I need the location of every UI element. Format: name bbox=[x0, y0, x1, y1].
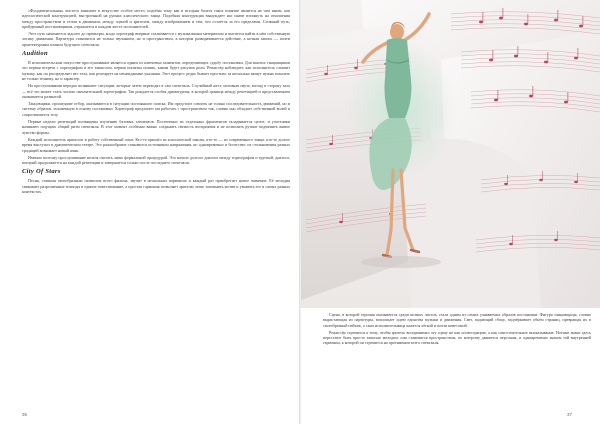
paragraph: «Фундаментальная» чистота занимает в искусстве особое место, подобно тому как в истории балета такое понятие является не чем иным, как идеологической конструкцией, выстроенной на руинах классического танца. Подобная конструкция вынуждает нас иначе взглянуть на отношения между пространством и телом в движении, между сценой и зрителем, между изображением и тем, что остаётся за его пределами. Сложный путь, пройденный постановщиком, отражается в каждом жесте исполнителей. bbox=[22, 8, 290, 29]
paragraph: Режиссёр стремился к тому, чтобы зритель воспринимал эту сцену не как иллюстрацию, а как самостоятельное высказывание. Нотные знаки здесь перестают быть просто записью мелодии: они становятся пространством, по которому движется персонаж, и одновременно знаком той внутренней гармонии, к которой он стремится на протяжении всего спектакля. bbox=[323, 329, 591, 346]
section-heading-city-of-stars: City Of Stars bbox=[22, 168, 61, 176]
right-page bbox=[301, 0, 600, 424]
paragraph: Песня, ставшая своеобразным символом всего фильма, звучит в нескольких вариантах и каждый раз приобретает новое значение. Её мелодия связывает разрозненные эпизоды в единое повествование, а простая гармония позволяет зрителю легко запомнить мотив и узнавать его в самых разных контекстах. bbox=[22, 178, 290, 195]
right-text-column bbox=[323, 312, 591, 348]
paragraph: Танцовщики, прошедшие отбор, оказываются в ситуации постоянного поиска. Им предстоит освоить не только последовательность движений, но и систему образов, заложенную в основу постановки. Хореограф предлагает им работать с пространством так, словно оно обладает собственной волей и сопротивляется телу. bbox=[22, 101, 290, 117]
paragraph: Сцена, в которой героиня оказывается среди нотных листов, стала одним из самых узнаваемых образов постановки. Фигура танцовщицы, словно вырастающая из партитуры, воплощает идею единства музыки и движения. Свет, падающий сбоку, подчёркивает объём страниц, превращая их в своеобразный пейзаж, а сама исполнительница кажется лёгкой и почти невесомой. bbox=[323, 312, 591, 328]
paragraph: Каждый исполнитель приносит в работу собственный опыт. Кто-то пришёл из классической школы, кто-то — из современного танца, кто-то долгое время выступал в драматическом театре. Это разнообразие становится источником напряжения, но одновременно и богатства: из столкновения разных традиций возникает новый язык. bbox=[22, 136, 290, 153]
page-number-right: 37 bbox=[566, 412, 572, 417]
left-text-column bbox=[22, 8, 290, 196]
page-number-left: 36 bbox=[22, 412, 28, 417]
dancer-sheet-music-photo bbox=[301, 0, 600, 308]
paragraph: Первые недели репетиций посвящены изучению базовых элементов. Постепенно из отдельных фрагментов складывается целое, и участники начинают ощущать общий ритм спектакля. В этот момент особенно важно сохранить свежесть восприятия и не позволить рутине подменить живое чувство формы. bbox=[22, 119, 290, 135]
photo-illustration bbox=[301, 0, 600, 308]
section-heading-audition: Audition bbox=[22, 50, 48, 58]
dancer-shadow bbox=[361, 256, 441, 268]
left-page bbox=[0, 0, 299, 424]
paragraph: Этот путь начинается задолго до премьеры, когда хореограф впервые сталкивается с музыкальным материалом и пытается найти в нём собственную логику движения. Партитура становится не только звучанием, но и пространством, в котором разворачивается действие, а нотная запись — почти архитектурным планом будущего спектакля. bbox=[22, 31, 290, 47]
paragraph: В исполнительском искусстве прослушивание является одним из ключевых моментов, определяющих судьбу постановки. Для многих танцовщиков это первая встреча с хореографом и его замыслом, первая попытка понять, каким будет рисунок роли. Режиссёр наблюдает, как исполнитель слышит музыку, как он распределяет вес тела, как реагирует на неожиданные указания. Этот процесс редко бывает простым: за несколько минут нужно показать не только технику, но и характер. bbox=[22, 60, 290, 81]
paragraph: Именно поэтому прослушивание нельзя считать лишь формальной процедурой. Это начало долгого диалога между хореографом и труппой, диалога, который продолжается на каждой репетиции и завершается только после последнего спектакля. bbox=[22, 154, 290, 166]
paragraph: На прослушивании нередко возникают ситуации, которые затем переходят в сам спектакль. Случайный жест, неловкая пауза, взгляд в сторону зала — всё это может стать частью окончательной хореографии. Так рождается особая драматургия, в которой граница между репетицией и представлением оказывается размытой. bbox=[22, 83, 290, 99]
